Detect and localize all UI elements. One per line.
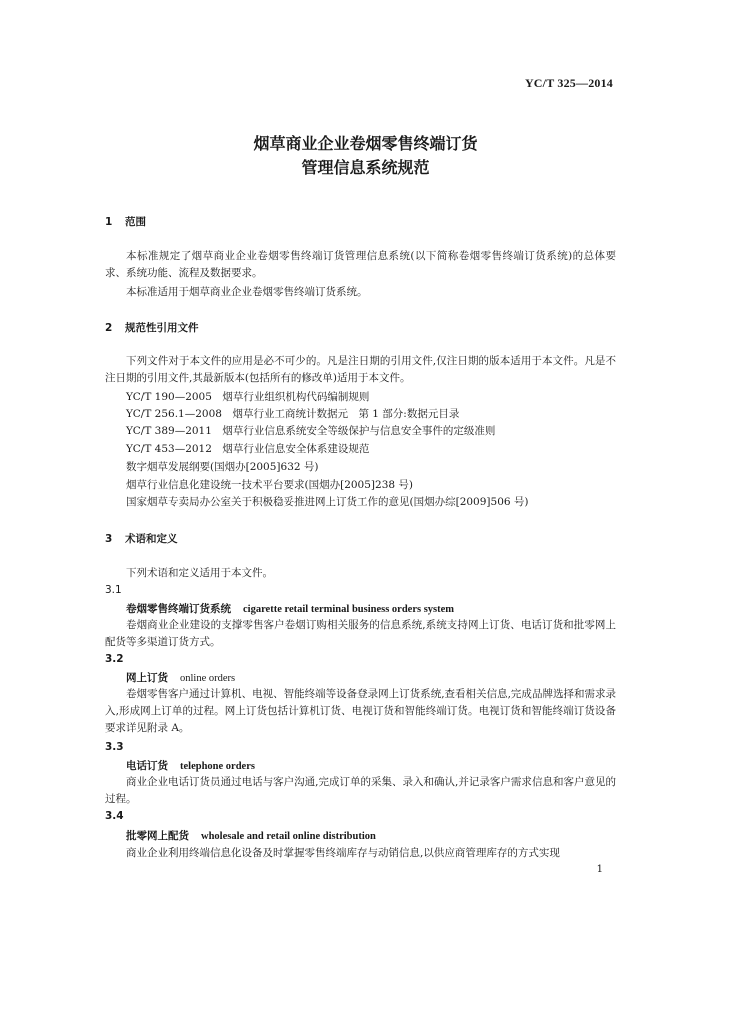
term-name-en: cigarette retail terminal business orders system — [243, 604, 455, 615]
reference-item: 烟草行业信息化建设统一技术平台要求(国烟办[2005]238 号) — [126, 479, 413, 491]
reference-item: YC/T 190—2005 烟草行业组织机构代码编制规则 — [126, 391, 370, 403]
reference-item: 国家烟草专卖局办公室关于积极稳妥推进网上订货工作的意见(国烟办综[2009]506 号) — [126, 496, 529, 508]
term-name-en: wholesale and retail online distribution — [201, 831, 376, 842]
term-definition: 卷烟零售客户通过计算机、电视、智能终端等设备登录网上订货系统,查看相关信息,完成品牌选择和需求录入,形成网上订单的过程。网上订货包括计算机订货、电视订货和智能终端订货。电视订货和智能终端订货设备要求详见附录 A。 — [105, 688, 616, 734]
term-number: 3.3 — [105, 741, 124, 753]
reference-item: YC/T 389—2011 烟草行业信息系统安全等级保护与信息安全事件的定级准则 — [126, 425, 496, 437]
reference-item: 数字烟草发展纲要(国烟办[2005]632 号) — [126, 461, 319, 473]
reference-item: YC/T 453—2012 烟草行业信息安全体系建设规范 — [126, 443, 370, 455]
term-definition: 卷烟商业企业建设的支撑零售客户卷烟订购相关服务的信息系统,系统支持网上订货、电话订货和批零网上配货等多渠道订货方式。 — [105, 619, 616, 648]
term-name-zh: 电话订货 — [126, 760, 168, 772]
section-number: 2 — [105, 322, 113, 334]
standard-code: YC/T 325—2014 — [524, 76, 613, 90]
term-definition: 商业企业利用终端信息化设备及时掌握零售终端库存与动销信息,以供应商管理库存的方式实现 — [126, 847, 560, 859]
document-title-line1: 烟草商业企业卷烟零售终端订货 — [253, 134, 478, 153]
term-name-zh: 网上订货 — [126, 672, 168, 684]
term-name — [126, 828, 376, 843]
term-name-zh: 批零网上配货 — [126, 830, 189, 842]
section-number: 3 — [105, 533, 113, 545]
term-name — [126, 670, 235, 685]
section-1-paragraph-2: 本标准适用于烟草商业企业卷烟零售终端订货系统。 — [126, 286, 368, 298]
section-1-heading — [105, 214, 146, 229]
term-number: 3.2 — [105, 653, 124, 665]
section-1-paragraph-1: 本标准规定了烟草商业企业卷烟零售终端订货管理信息系统(以下简称卷烟零售终端订货系统)的总体要求、系统功能、流程及数据要求。 — [105, 250, 616, 279]
term-name-en: telephone orders — [180, 761, 255, 772]
section-title: 术语和定义 — [125, 533, 178, 545]
term-name-zh: 卷烟零售终端订货系统 — [126, 603, 231, 615]
term-number: 3.4 — [105, 810, 124, 822]
page-number: 1 — [596, 864, 603, 875]
section-3-heading — [105, 531, 178, 546]
section-title: 规范性引用文件 — [125, 322, 199, 334]
term-name — [126, 601, 454, 616]
section-3-intro: 下列术语和定义适用于本文件。 — [126, 567, 273, 579]
term-name-en: online orders — [180, 673, 236, 684]
section-title: 范围 — [125, 216, 146, 228]
section-number: 1 — [105, 216, 113, 228]
term-definition: 商业企业电话订货员通过电话与客户沟通,完成订单的采集、录入和确认,并记录客户需求信息和客户意见的过程。 — [105, 776, 616, 805]
section-2-heading — [105, 320, 199, 335]
reference-item: YC/T 256.1—2008 烟草行业工商统计数据元 第 1 部分:数据元目录 — [126, 408, 460, 420]
term-name — [126, 758, 255, 773]
section-2-intro: 下列文件对于本文件的应用是必不可少的。凡是注日期的引用文件,仅注日期的版本适用于本文件。凡是不注日期的引用文件,其最新版本(包括所有的修改单)适用于本文件。 — [105, 355, 616, 384]
document-title-line2: 管理信息系统规范 — [301, 158, 430, 177]
term-number: 3.1 — [105, 584, 122, 596]
